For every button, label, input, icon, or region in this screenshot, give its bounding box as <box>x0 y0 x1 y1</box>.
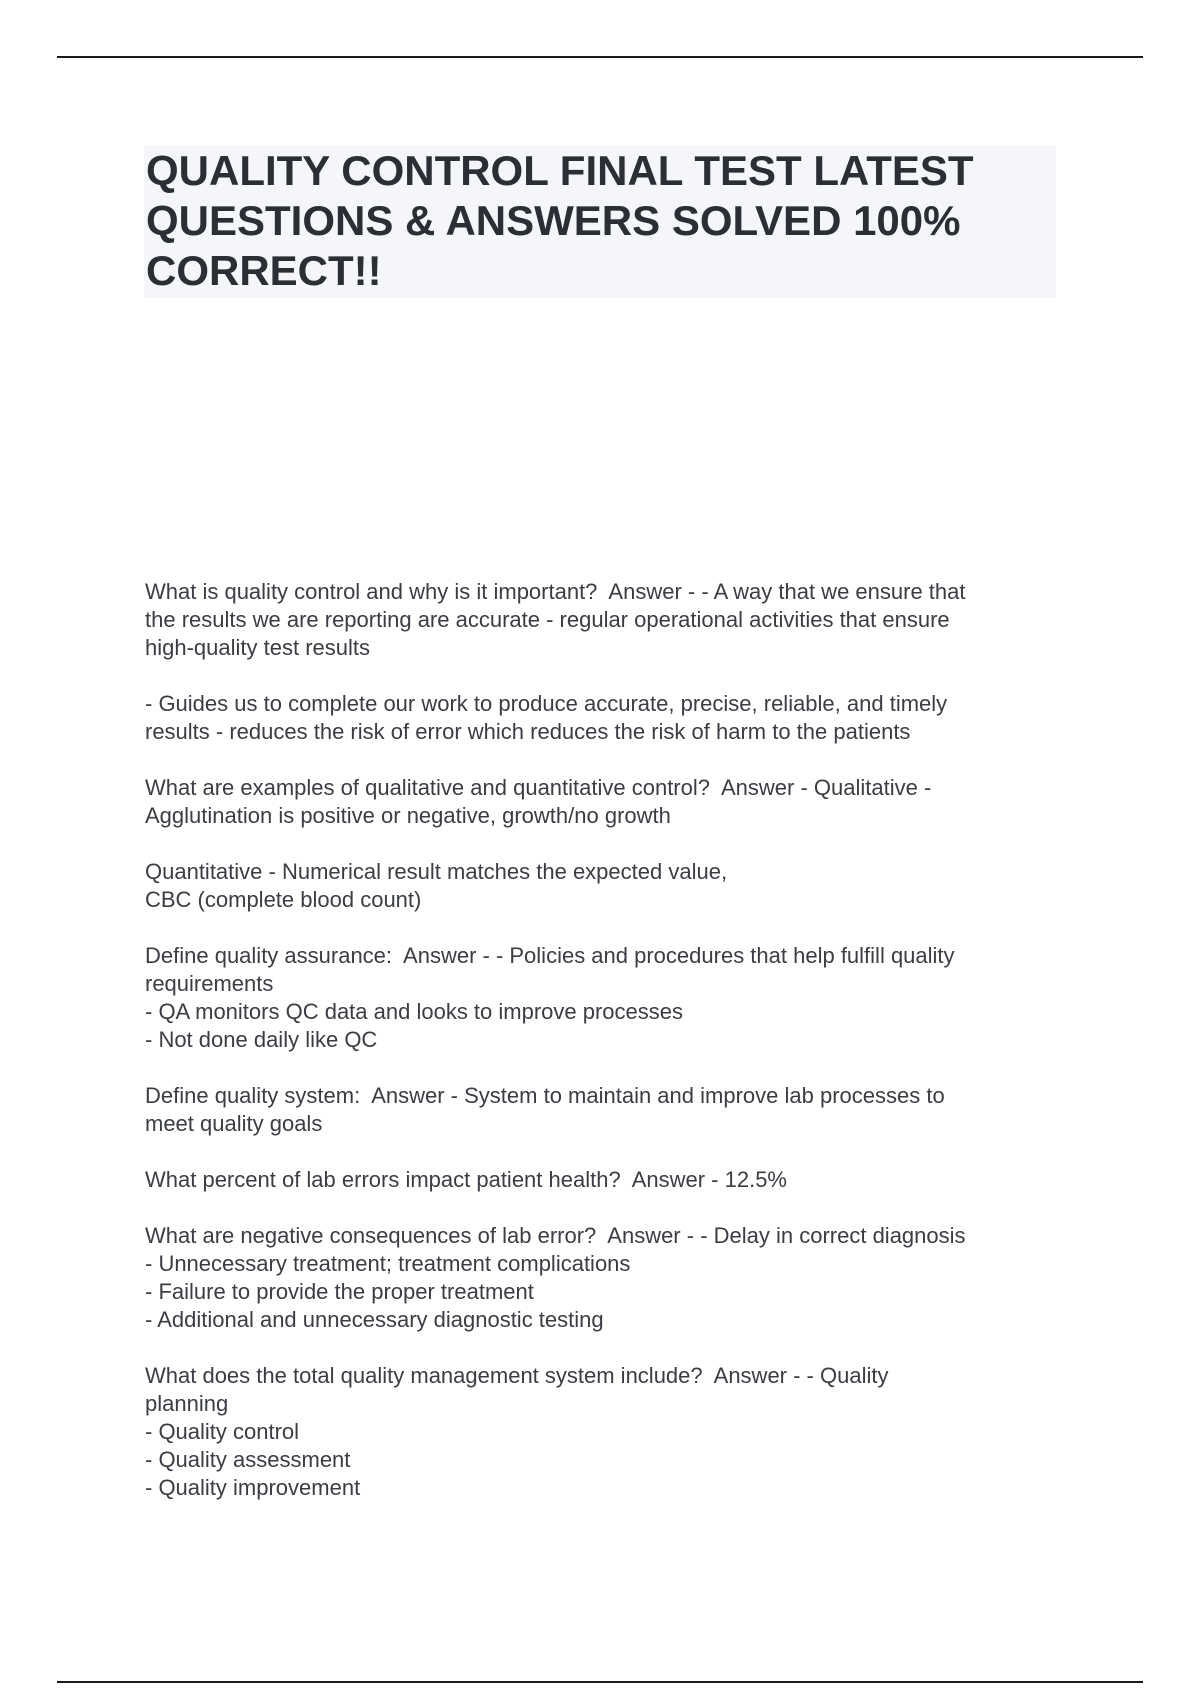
qa-line: - Not done daily like QC <box>145 1027 378 1052</box>
qa-line: What are negative consequences of lab error? Answer - - Delay in correct diagnosis <box>145 1223 966 1248</box>
qa-line: - Quality control <box>145 1419 300 1444</box>
document-title <box>144 146 1056 298</box>
qa-line: - Additional and unnecessary diagnostic testing <box>145 1307 604 1332</box>
qa-block <box>145 942 1065 1054</box>
bottom-divider <box>57 1681 1143 1683</box>
qa-block <box>145 1082 1065 1138</box>
qa-line: Agglutination is positive or negative, growth/no growth <box>145 803 671 828</box>
qa-line: meet quality goals <box>145 1111 323 1136</box>
qa-block <box>145 690 1065 746</box>
qa-line: - Failure to provide the proper treatment <box>145 1279 534 1304</box>
qa-line: What percent of lab errors impact patient health? Answer - 12.5% <box>145 1167 787 1192</box>
title-line: QUESTIONS & ANSWERS SOLVED 100% <box>146 197 961 244</box>
qa-line: Quantitative - Numerical result matches the expected value, <box>145 859 728 884</box>
qa-block <box>145 1166 1065 1194</box>
qa-list <box>145 578 1065 1530</box>
qa-line: high-quality test results <box>145 635 370 660</box>
qa-line: What are examples of qualitative and quantitative control? Answer - Qualitative - <box>145 775 932 800</box>
title-line: QUALITY CONTROL FINAL TEST LATEST <box>146 147 974 194</box>
qa-line: - Guides us to complete our work to produce accurate, precise, reliable, and timely <box>145 691 948 716</box>
qa-block <box>145 578 1065 662</box>
qa-block <box>145 774 1065 830</box>
qa-line: What is quality control and why is it important? Answer - - A way that we ensure that <box>145 579 966 604</box>
qa-line: requirements <box>145 971 274 996</box>
qa-line: Define quality assurance: Answer - - Policies and procedures that help fulfill quality <box>145 943 955 968</box>
title-line: CORRECT!! <box>146 247 382 294</box>
qa-line: What does the total quality management system include? Answer - - Quality <box>145 1363 889 1388</box>
qa-line: CBC (complete blood count) <box>145 887 422 912</box>
qa-block <box>145 858 1065 914</box>
qa-line: - Unnecessary treatment; treatment complications <box>145 1251 631 1276</box>
qa-line: planning <box>145 1391 229 1416</box>
qa-block <box>145 1222 1065 1334</box>
qa-line: the results we are reporting are accurate - regular operational activities that ensure <box>145 607 950 632</box>
qa-line: - Quality improvement <box>145 1475 361 1500</box>
qa-line: - Quality assessment <box>145 1447 351 1472</box>
qa-line: - QA monitors QC data and looks to improve processes <box>145 999 684 1024</box>
qa-line: Define quality system: Answer - System to maintain and improve lab processes to <box>145 1083 945 1108</box>
qa-block <box>145 1362 1065 1502</box>
top-divider <box>57 56 1143 58</box>
qa-line: results - reduces the risk of error which reduces the risk of harm to the patients <box>145 719 911 744</box>
